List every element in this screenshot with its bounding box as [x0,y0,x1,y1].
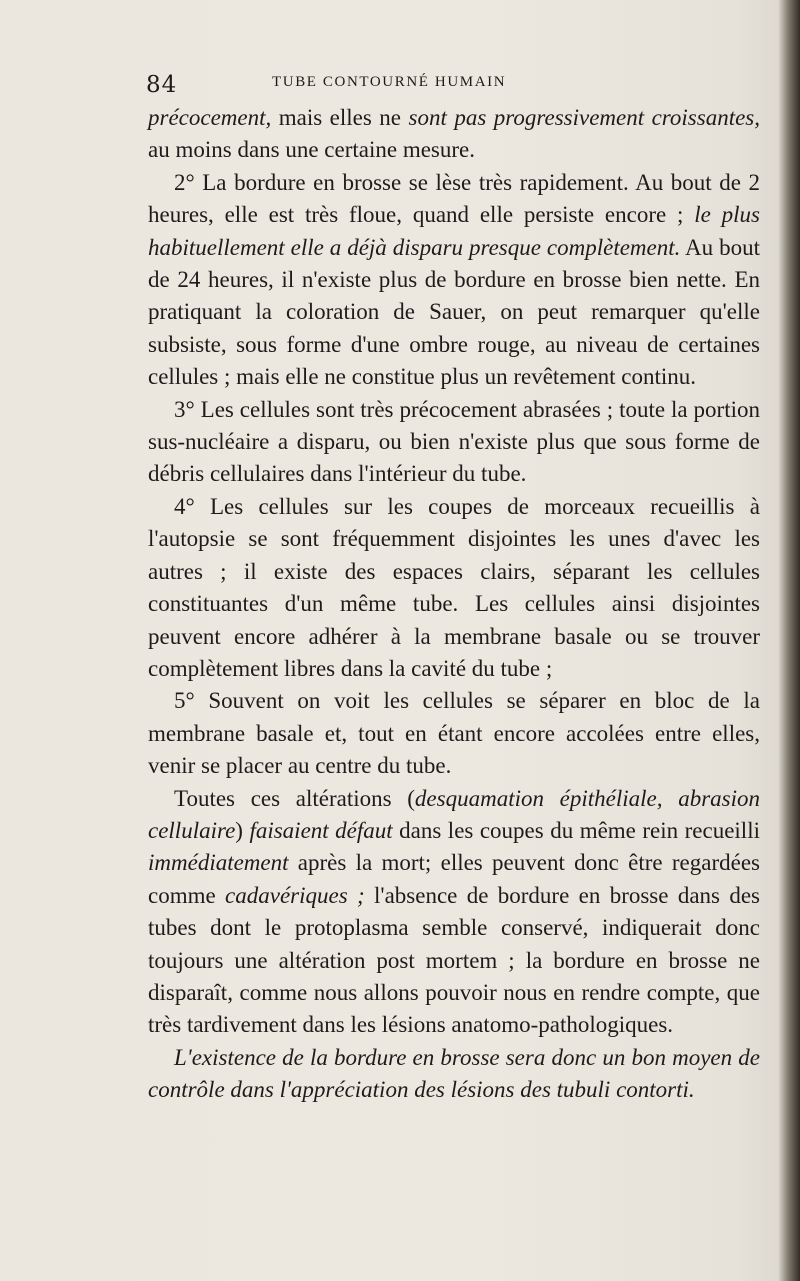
body-text [148,102,760,1107]
page-header [146,66,766,96]
text-run: Au bout de 24 heures, il n'existe plus de bordure en brosse bien nette. En pratiquant la coloration de Sauer, on peut remarquer qu'elle subsiste, sous forme d'une ombre rouge, au niveau de certaines cellules ; mais elle ne constitue plus un revêtement continu. [148,234,760,390]
paragraph [148,394,760,491]
text-run: sont pas progressivement croissantes, [408,105,760,130]
text-run: après la mort; elles peuvent donc être regardées comme [148,850,760,908]
text-run: 5° Souvent on voit les cellules se séparer en bloc de la membrane basale et, tout en étant encore accolées entre elles, venir se placer au centre du tube. [148,688,760,779]
paragraph [148,1042,760,1107]
paragraph [148,102,760,167]
paragraph [148,685,760,782]
text-run: Toutes ces altérations ( [174,785,415,811]
text-run: ) [235,817,250,843]
text-run: mais elles ne [271,105,409,130]
paragraph [148,167,760,394]
text-run: L'existence de la bordure en brosse sera donc un bon moyen de contrôle dans l'appréciation des lésions des tubuli contorti. [148,1044,760,1103]
text-run: le plus habituellement elle a déjà disparu presque complètement. [148,202,760,260]
page-edge-shadow [778,0,800,1281]
text-run: immédiatement [148,850,289,876]
text-run: 3° Les cellules sont très précocement abrasées ; toute la portion sus-nucléaire a disparu, ou bien n'existe plus que sous forme de débris cellulaires dans l'intérieur du tube. [148,396,760,487]
text-run: dans les coupes du même rein recueilli [392,817,760,843]
text-run: 4° Les cellules sur les coupes de morceaux recueillis à l'autopsie se sont fréquemment disjointes les unes d'avec les autres ; il existe des espaces clairs, séparant les cellules constituantes d'un même tube. Les cellules ainsi disjointes peuvent encore adhérer à la membrane basale ou se trouver complètement libres dans la cavité du tube ; [148,493,760,681]
text-run: desquamation épithéliale, abrasion cellulaire [148,785,760,843]
text-run: faisaient défaut [249,817,393,843]
text-run: 2° La bordure en brosse se lèse très rapidement. Au bout de 2 heures, elle est très floue, quand elle persiste encore ; [148,169,760,228]
running-head: TUBE CONTOURNÉ HUMAIN [272,74,507,90]
text-run: au moins dans une certaine mesure. [148,137,475,163]
page-number: 84 [146,72,178,98]
text-run: précocement, [148,105,272,130]
paragraph [148,491,760,685]
text-run: l'absence de bordure en brosse dans des tubes dont le protoplasma semble conservé, indiquerait donc toujours une altération post mortem ; la bordure en brosse ne disparaît, comme nous allons pouvoir nous en rendre compte, que très tardivement dans les lésions anatomo-pathologiques. [148,882,760,1038]
paragraph [148,783,760,1042]
text-run: cadavériques ; [225,882,365,908]
